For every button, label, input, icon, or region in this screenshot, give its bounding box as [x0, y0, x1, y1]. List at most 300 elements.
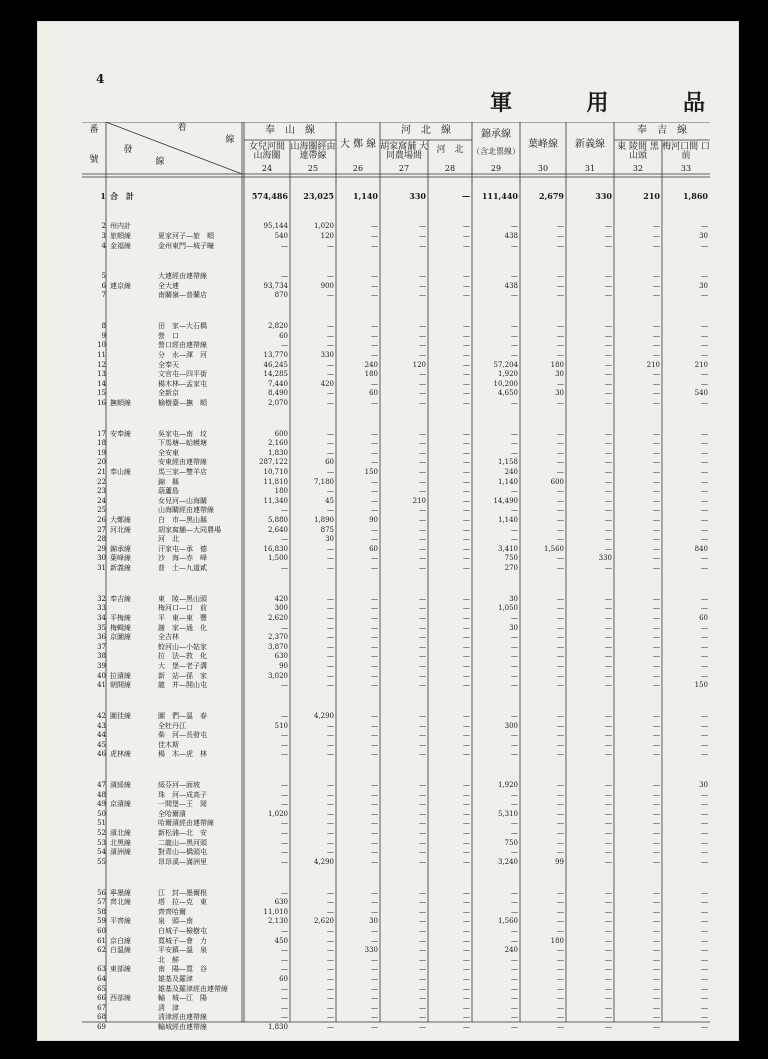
row-value-col-25: —	[327, 819, 334, 828]
row-value-col-28: —	[463, 564, 470, 573]
row-section: 平 東—東 豐	[158, 614, 207, 622]
row-number: 37	[97, 642, 106, 651]
row-value-col-28: —	[463, 984, 470, 993]
row-value-col-27: —	[419, 857, 426, 866]
row-value-col-24: —	[281, 888, 288, 897]
row-value-col-29: —	[511, 994, 518, 1003]
row-value-col-24: —	[281, 341, 288, 350]
row-value-col-30: —	[557, 711, 564, 720]
row-value-col-33: 840	[694, 544, 708, 553]
table-row	[82, 232, 710, 241]
row-number: 39	[97, 662, 106, 670]
row-number: 42	[97, 711, 106, 720]
row-value-col-29: 1,920	[497, 370, 518, 379]
row-value-col-24: 14,285	[263, 370, 288, 379]
row-value-col-28: —	[463, 965, 470, 974]
table-row	[82, 497, 710, 506]
row-value-col-33: —	[701, 604, 708, 613]
row-section: 淸 津	[158, 1003, 179, 1012]
row-value-col-25: —	[327, 241, 334, 250]
row-line-group: 京圖線	[110, 633, 131, 642]
table-row	[82, 946, 710, 955]
row-value-col-30: —	[557, 790, 564, 799]
row-value-col-26: —	[371, 819, 378, 828]
row-value-col-27: —	[419, 662, 426, 670]
row-value-col-27: —	[419, 370, 426, 379]
table-row	[82, 889, 710, 898]
row-value-col-29: —	[511, 984, 518, 993]
row-value-col-32: —	[653, 662, 660, 670]
row-value-col-26: —	[371, 231, 378, 240]
row-value-col-31: —	[605, 1022, 612, 1031]
row-value-col-24: 2,160	[267, 439, 288, 448]
table-row	[82, 965, 710, 974]
row-line-group: 奉吉線	[110, 594, 131, 603]
row-value-col-33: —	[701, 917, 708, 926]
row-value-col-32: —	[653, 458, 660, 467]
row-value-col-28: —	[463, 398, 470, 407]
row-value-col-31: —	[605, 955, 612, 964]
col-no-26: 26	[352, 164, 364, 173]
row-value-col-33: —	[701, 516, 708, 525]
row-value-col-32: —	[653, 681, 660, 690]
row-value-col-25: —	[327, 740, 334, 749]
row-value-col-32: —	[653, 829, 660, 838]
row-line-group: 河北線	[110, 525, 131, 534]
row-value-col-31: —	[605, 829, 612, 838]
row-section: 下馬塘—蛤蟆塘	[158, 439, 207, 448]
row-value-col-31: —	[605, 917, 612, 926]
row-value-col-33: —	[701, 623, 708, 632]
row-value-col-25: —	[327, 809, 334, 818]
row-line-group: 新義線	[110, 564, 131, 573]
row-value-col-30: —	[557, 946, 564, 955]
row-value-col-31: —	[605, 888, 612, 897]
row-value-col-25: —	[327, 926, 334, 935]
row-value-col-24: 93,734	[263, 281, 288, 290]
row-value-col-25: 45	[325, 496, 334, 505]
header-hassen: 發	[123, 145, 133, 155]
row-value-col-31: —	[605, 341, 612, 350]
row-value-col-31: —	[605, 946, 612, 955]
row-number: 25	[97, 506, 106, 515]
row-value-col-28: —	[463, 554, 470, 563]
row-value-col-28: —	[463, 740, 470, 749]
row-value-col-33: —	[701, 398, 708, 407]
row-value-col-27: —	[419, 468, 426, 477]
row-value-col-25: —	[327, 439, 334, 448]
row-value-col-24: 11,010	[263, 907, 288, 916]
row-value-col-31: —	[605, 439, 612, 448]
row-value-col-28: —	[463, 439, 470, 448]
row-value-col-25: 7,180	[313, 477, 334, 486]
row-value-col-25: 1,020	[313, 222, 334, 231]
row-value-col-32: —	[653, 448, 660, 457]
col-27-label: 胡家窩舗 大同農場間	[380, 142, 428, 162]
row-section: 雄基及羅津	[158, 974, 193, 983]
row-value-col-32: —	[653, 936, 660, 945]
row-section: 沙 海—赤 峰	[158, 554, 207, 563]
row-value-col-33: —	[701, 429, 708, 438]
row-value-col-31: —	[605, 322, 612, 331]
row-number: 62	[97, 946, 106, 955]
row-number: 44	[97, 731, 106, 740]
row-value-col-33: —	[701, 458, 708, 467]
row-value-col-32: —	[653, 1003, 660, 1012]
row-value-col-32: —	[653, 241, 660, 250]
row-section: 圖 們—溫 春	[158, 711, 207, 720]
row-value-col-28: —	[463, 790, 470, 799]
row-line-group: 錦承線	[110, 544, 131, 553]
row-section: 哈爾濱經由連帶線	[158, 819, 214, 828]
row-value-col-29: —	[511, 506, 518, 515]
row-value-col-25: —	[327, 633, 334, 642]
row-value-col-26: —	[371, 604, 378, 613]
row-value-col-33: —	[701, 838, 708, 847]
row-value-col-28: —	[463, 750, 470, 759]
row-value-col-28: —	[463, 429, 470, 438]
row-section: 輸城經由連帶線	[158, 1022, 207, 1031]
table-row	[82, 848, 710, 857]
row-line-group: 東部線	[110, 965, 131, 974]
row-section: 泉 頭—南	[158, 917, 193, 926]
row-value-col-26: 150	[364, 468, 378, 477]
row-value-col-26: —	[371, 341, 378, 350]
row-value-col-30: —	[557, 379, 564, 388]
row-value-col-30: —	[557, 429, 564, 438]
table-row	[82, 927, 710, 936]
row-value-col-27: —	[419, 291, 426, 300]
row-section: 南 陽—寬 谷	[158, 965, 207, 974]
row-value-col-30: —	[557, 272, 564, 281]
row-value-col-24: —	[281, 848, 288, 857]
row-number: 14	[97, 379, 106, 388]
row-value-col-26: —	[371, 535, 378, 544]
row-value-col-31: —	[605, 740, 612, 749]
row-value-col-28: —	[463, 800, 470, 809]
row-value-col-27: —	[419, 535, 426, 544]
table-row	[82, 722, 710, 731]
col-no-31: 31	[584, 164, 596, 173]
row-value-col-28: —	[463, 1013, 470, 1022]
row-value-col-32: —	[653, 379, 660, 388]
header-chaku: 着	[177, 123, 187, 133]
row-value-col-28: —	[463, 516, 470, 525]
row-value-col-27: —	[419, 974, 426, 983]
row-value-col-30: 99	[555, 857, 564, 866]
row-value-col-32: —	[653, 544, 660, 553]
col-no-33: 33	[680, 164, 692, 173]
row-value-col-29: —	[511, 819, 518, 828]
row-value-col-25: —	[327, 898, 334, 907]
row-section: 大連經由連帶線	[158, 272, 207, 281]
row-value-col-25: —	[327, 829, 334, 838]
row-value-col-31: 330	[598, 554, 612, 563]
row-value-col-26: —	[371, 458, 378, 467]
col-25-label: 山海關經由 連帶線	[290, 142, 336, 162]
table-row	[82, 506, 710, 515]
row-value-col-29: 300	[504, 721, 518, 730]
row-value-col-30: —	[557, 731, 564, 740]
row-value-col-25: —	[327, 1022, 334, 1031]
row-value-col-27: —	[419, 750, 426, 759]
group-hebei: 河 北 線	[401, 125, 451, 136]
row-value-col-30: —	[557, 554, 564, 563]
col-33-label: 梅河口間 口 前	[662, 142, 710, 162]
row-section: 全新京	[158, 389, 179, 398]
row-value-col-24: 7,440	[267, 379, 288, 388]
row-number: 11	[97, 350, 106, 359]
row-value-col-26: —	[371, 291, 378, 300]
row-value-col-32: —	[653, 525, 660, 534]
row-number: 15	[97, 389, 106, 398]
row-value-col-30: 180	[550, 936, 564, 945]
header-sen: 線	[155, 157, 165, 167]
row-number: 50	[97, 809, 106, 818]
row-value-col-28: —	[463, 496, 470, 505]
row-line-group: 濱綏線	[110, 781, 131, 790]
row-value-col-30: —	[557, 1003, 564, 1012]
row-section: 南關嶺—普蘭店	[158, 291, 207, 300]
table-row	[82, 351, 710, 360]
row-value-col-25: —	[327, 487, 334, 496]
row-value-col-33: —	[701, 272, 708, 281]
row-value-col-30: —	[557, 974, 564, 983]
row-value-col-24: —	[281, 965, 288, 974]
row-value-col-32: —	[653, 272, 660, 281]
row-section: 全安東	[158, 448, 179, 457]
row-value-col-30: —	[557, 614, 564, 622]
row-value-col-27: —	[419, 439, 426, 448]
row-value-col-28: —	[463, 898, 470, 907]
row-value-col-26: —	[371, 241, 378, 250]
row-value-col-29: —	[511, 350, 518, 359]
row-section: 女兒河—山海關	[158, 496, 207, 505]
row-value-col-26: —	[371, 671, 378, 680]
table-row	[82, 341, 710, 350]
table-row	[82, 291, 710, 300]
row-value-col-29: —	[511, 633, 518, 642]
row-value-col-30: —	[557, 994, 564, 1003]
row-value-col-32: —	[653, 711, 660, 720]
row-value-col-28: —	[463, 614, 470, 622]
row-value-col-28: —	[463, 360, 470, 369]
row-line-group: 西部線	[110, 994, 131, 1003]
row-line-group: 齊北線	[110, 898, 131, 907]
table-row	[82, 672, 710, 681]
row-value-col-31: —	[605, 389, 612, 398]
row-line-group: 大鄭線	[110, 516, 131, 525]
row-value-col-29: —	[511, 800, 518, 809]
row-value-col-28: —	[463, 272, 470, 281]
row-value-col-25: —	[327, 448, 334, 457]
table-row	[82, 361, 710, 370]
row-section: 全奉天	[158, 360, 179, 369]
row-value-col-24: 3,870	[267, 642, 288, 651]
row-line-group: 京白線	[110, 936, 131, 945]
row-number: 58	[97, 907, 106, 916]
row-value-col-24: —	[281, 750, 288, 759]
row-section: 楊木林—孟家屯	[158, 379, 207, 388]
row-value-col-24: 2,640	[267, 525, 288, 534]
row-value-col-31: —	[605, 487, 612, 496]
row-value-col-29: —	[511, 272, 518, 281]
row-value-col-25: —	[327, 721, 334, 730]
row-value-col-29: —	[511, 222, 518, 231]
row-value-col-32: —	[653, 331, 660, 340]
row-value-col-28: —	[463, 926, 470, 935]
row-value-col-28: —	[463, 721, 470, 730]
row-value-col-33: —	[701, 1003, 708, 1012]
row-value-col-25: —	[327, 331, 334, 340]
row-value-col-32: —	[653, 477, 660, 486]
row-section: 葫蘆島	[158, 487, 179, 496]
row-value-col-31: —	[605, 360, 612, 369]
row-number: 27	[97, 525, 106, 534]
row-value-col-27: —	[419, 554, 426, 563]
row-value-col-29: —	[511, 1022, 518, 1031]
table-row	[82, 478, 710, 487]
row-value-col-28: —	[463, 955, 470, 964]
row-value-col-25: —	[327, 671, 334, 680]
row-value-col-25: —	[327, 848, 334, 857]
row-value-col-26: 60	[369, 544, 378, 553]
row-value-col-25: 875	[320, 525, 334, 534]
table-row	[82, 516, 710, 525]
row-value-col-31: —	[605, 681, 612, 690]
row-line-group: 京濱線	[110, 800, 131, 809]
row-value-col-26: —	[371, 681, 378, 690]
row-value-col-33: 30	[699, 781, 708, 790]
row-value-col-28: —	[463, 222, 470, 231]
row-value-col-25: —	[327, 731, 334, 740]
row-value-col-31: —	[605, 974, 612, 983]
row-value-col-33: —	[701, 222, 708, 231]
row-line-group: 旅順線	[110, 231, 131, 240]
row-value-col-33: 60	[699, 614, 708, 622]
row-number: 19	[97, 448, 106, 457]
row-value-col-31: —	[605, 800, 612, 809]
row-value-col-26: —	[371, 642, 378, 651]
row-number: 22	[97, 477, 106, 486]
table-row	[82, 389, 710, 398]
row-value-col-24: —	[281, 857, 288, 866]
table-row	[82, 819, 710, 828]
row-line-group: 朝開線	[110, 681, 131, 690]
row-value-col-29: —	[511, 790, 518, 799]
row-section: 山海關經由連帶線	[158, 506, 214, 515]
row-value-col-26: —	[371, 1022, 378, 1031]
data-table	[82, 122, 710, 1031]
row-value-col-26: —	[371, 398, 378, 407]
row-value-col-24: —	[281, 984, 288, 993]
row-value-col-31: —	[605, 984, 612, 993]
row-value-col-24: 300	[274, 604, 288, 613]
row-value-col-28: —	[463, 857, 470, 866]
row-value-col-24: 510	[274, 721, 288, 730]
row-value-col-31: —	[605, 662, 612, 670]
row-number: 13	[97, 370, 106, 379]
row-value-col-32: —	[653, 965, 660, 974]
row-number: 23	[97, 487, 106, 496]
row-section: 文官屯—四平街	[158, 370, 207, 379]
row-value-col-24: 870	[274, 291, 288, 300]
row-value-col-33: —	[701, 984, 708, 993]
row-value-col-31: —	[605, 350, 612, 359]
row-value-col-30: —	[557, 241, 564, 250]
table-row	[82, 750, 710, 759]
row-value-col-26: —	[371, 1003, 378, 1012]
row-value-col-29: —	[511, 681, 518, 690]
row-value-col-32: —	[653, 750, 660, 759]
row-section: 營口經由連帶線	[158, 341, 207, 350]
row-value-col-26: —	[371, 790, 378, 799]
row-value-col-31: —	[605, 398, 612, 407]
row-value-col-30: —	[557, 781, 564, 790]
row-number: 31	[97, 564, 106, 573]
row-value-col-26: —	[371, 731, 378, 740]
row-value-col-30: —	[557, 506, 564, 515]
page-title	[490, 86, 705, 117]
row-value-col-24: 2,820	[267, 322, 288, 331]
row-value-col-25: —	[327, 642, 334, 651]
row-value-col-30: —	[557, 721, 564, 730]
row-value-col-33: —	[701, 487, 708, 496]
row-value-col-27: —	[419, 740, 426, 749]
row-value-col-30: —	[557, 468, 564, 477]
row-value-col-29: 4,650	[497, 389, 518, 398]
row-section: 龍 井—開山屯	[158, 681, 207, 690]
row-value-col-24: —	[281, 926, 288, 935]
row-number: 53	[97, 838, 106, 847]
row-value-col-28: —	[463, 604, 470, 613]
row-value-col-26: —	[371, 222, 378, 231]
row-number: 24	[97, 496, 106, 505]
row-value-col-31: —	[605, 926, 612, 935]
row-value-col-25: —	[327, 544, 334, 553]
row-line-group: 奉山線	[110, 468, 131, 477]
row-value-col-32: —	[653, 222, 660, 231]
row-value-col-25: —	[327, 984, 334, 993]
row-value-col-32: —	[653, 623, 660, 632]
row-value-col-30: 30	[555, 370, 564, 379]
row-value-col-28: —	[463, 468, 470, 477]
row-value-col-32: —	[653, 594, 660, 603]
row-value-col-27: —	[419, 711, 426, 720]
row-value-col-25: 420	[320, 379, 334, 388]
row-section: 淸津經由連帶線	[158, 1013, 207, 1022]
row-value-col-28: —	[462, 190, 470, 201]
row-value-col-26: —	[371, 633, 378, 642]
row-number: 43	[97, 721, 106, 730]
row-value-col-29: 438	[504, 231, 518, 240]
row-value-col-32: —	[653, 809, 660, 818]
table-row	[82, 994, 710, 1003]
row-value-col-31: —	[605, 506, 612, 515]
row-value-col-26: —	[371, 809, 378, 818]
row-value-col-27: 210	[412, 496, 426, 505]
row-value-col-25: —	[327, 946, 334, 955]
row-number: 10	[97, 341, 106, 350]
row-value-col-33: —	[701, 496, 708, 505]
row-value-col-29: —	[511, 614, 518, 622]
table-row	[82, 332, 710, 341]
row-section: 楊 木—虎 林	[158, 750, 207, 759]
row-value-col-32: —	[653, 781, 660, 790]
row-value-col-30: —	[557, 662, 564, 670]
row-value-col-31: —	[605, 231, 612, 240]
row-value-col-28: —	[463, 829, 470, 838]
